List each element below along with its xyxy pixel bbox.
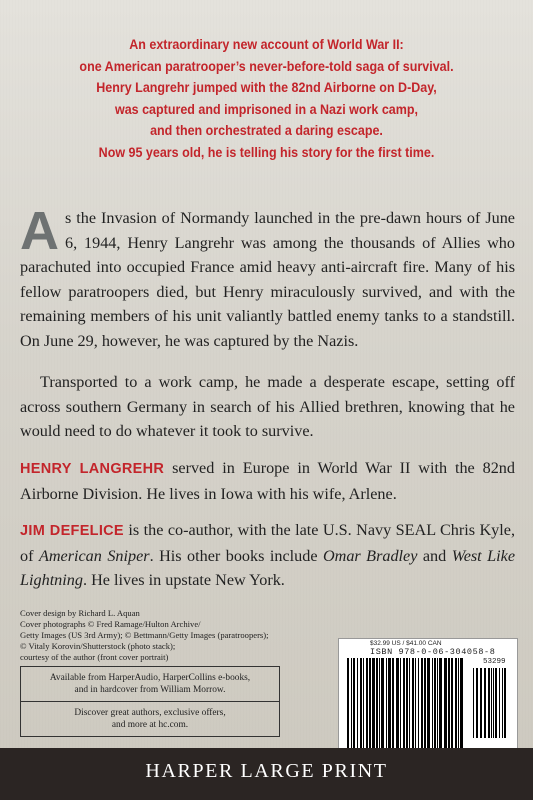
imprint-label: HARPER LARGE PRINT [145, 760, 388, 782]
barcode-bar [366, 658, 368, 748]
addon-bar [480, 668, 482, 738]
barcode-bar [437, 658, 438, 748]
barcode-bar [421, 658, 423, 748]
barcode-bar [376, 658, 378, 748]
barcode-bar [409, 658, 410, 748]
bio-text-part: is the co-author, with the late U.S. Navy SEAL Chris Kyle, of [20, 521, 516, 565]
coauthor-name: JIM DEFELICE [20, 523, 124, 539]
barcode-bar [351, 658, 352, 748]
tagline-line: An extraordinary new account of World War II: [129, 37, 404, 52]
tagline-line: was captured and imprisoned in a Nazi work camp, [114, 101, 418, 117]
barcode-bar [403, 658, 405, 748]
author-name: HENRY LANGREHR [20, 461, 165, 477]
barcode-bar [357, 658, 358, 748]
barcode-bar [406, 658, 408, 748]
barcode-bar [360, 658, 362, 748]
tagline [58, 34, 475, 163]
barcode-bar [448, 658, 450, 748]
barcode-bar [451, 658, 453, 748]
addon-bar [502, 668, 503, 738]
barcode-bar [412, 658, 414, 748]
barcode-bar [434, 658, 436, 748]
description-paragraph-2: Transported to a work camp, he made a desperate escape, setting off across southern Germany in search of his Allied brethren, knowing that he would need to do whatever it took to survive. [20, 373, 515, 441]
tagline-line: Now 95 years old, he is telling his story for the first time. [98, 144, 435, 160]
barcode-bar [392, 658, 394, 748]
barcode-bar [427, 658, 430, 748]
barcode-bar [432, 658, 433, 748]
barcode-bar [369, 658, 371, 748]
addon-bar [488, 668, 490, 738]
barcode-bar [381, 658, 384, 748]
credit-line: Cover photographs © Fred Ramage/Hulton Archive/ [20, 619, 201, 629]
bio-text-part: and [417, 546, 452, 565]
barcode-bar [415, 658, 416, 748]
barcode-bar [444, 658, 447, 748]
price-addon-code: 53299 [483, 658, 506, 666]
author-bio-text: served in Europe in World War II with the 82nd Airborne Division. He lives in Iowa with his wife, Arlene. [20, 459, 515, 503]
tagline-line: one American paratrooper’s never-before-told saga of survival. [79, 58, 454, 74]
barcode-bar [379, 658, 380, 748]
availability-formats [21, 667, 279, 701]
barcode-bar [424, 658, 426, 748]
barcode-bar [455, 658, 457, 748]
drop-cap: A [20, 201, 59, 261]
author-bio-defelice [20, 518, 515, 593]
addon-bar [499, 668, 500, 738]
addon-bar [476, 668, 478, 738]
tagline-line: Henry Langrehr jumped with the 82nd Airborne on D-Day, [96, 80, 437, 95]
availability-website [21, 701, 279, 736]
barcode-bar [396, 658, 399, 748]
addon-bar [504, 668, 506, 738]
availability-line: Available from HarperAudio, HarperCollins e-books, [49, 673, 251, 683]
availability-box [20, 666, 280, 737]
book-title: American Sniper [38, 546, 150, 565]
author-bio-langrehr [20, 456, 515, 506]
credit-line: Getty Images (US 3rd Army); © Bettmann/Getty Images (paratroopers); [20, 630, 269, 640]
availability-line: Discover great authors, exclusive offers, [74, 708, 226, 718]
addon-bar [495, 668, 497, 738]
barcode-bar [458, 658, 459, 748]
barcode-bar [439, 658, 442, 748]
barcode-bar [400, 658, 401, 748]
addon-bar [473, 668, 474, 738]
barcode-bar [353, 658, 355, 748]
description-text: s the Invasion of Normandy launched in the pre-dawn hours of June 6, 1944, Henry Langrehr was among the thousands of Allies who parachuted into occupied France amid heavy anti-aircraft fire. Many of his fellow paratroopers died, but Henry miraculously survived, and with the remaining members of his unit valiantly battled enemy tanks to a standstill. On June 29, however, he was captured by the Nazis. [20, 209, 515, 350]
description-paragraph-1 [20, 201, 515, 354]
availability-line: and more at hc.com. [111, 720, 189, 730]
bio-text-part: . He lives in upstate New York. [82, 571, 285, 590]
barcode-bar [460, 658, 463, 748]
barcode [345, 658, 510, 752]
addon-bar [493, 668, 494, 738]
availability-line: and in hardcover from William Morrow. [74, 685, 226, 695]
barcode-bar [363, 658, 364, 748]
addon-bar [484, 668, 486, 738]
credit-line: © Vitaly Korovin/Shutterstock (photo stack); [20, 641, 176, 651]
cover-credits [20, 608, 290, 663]
book-title: West Like Lightning [20, 546, 516, 590]
tagline-line: and then orchestrated a daring escape. [150, 123, 383, 138]
price: $32.99 US / $41.00 CAN [370, 640, 442, 647]
barcode-bar [388, 658, 391, 748]
bio-text-part: . His other books include [149, 546, 323, 565]
barcode-bar [372, 658, 375, 748]
addon-bar [491, 668, 492, 738]
barcode-bar [386, 658, 387, 748]
barcode-bar [418, 658, 419, 748]
barcode-bar [347, 658, 349, 748]
book-title: Omar Bradley [322, 546, 418, 565]
credit-line: courtesy of the author (front cover portrait) [20, 652, 169, 662]
credit-line: Cover design by Richard L. Aquan [20, 608, 140, 618]
isbn-text: ISBN 978-0-06-304058-8 [370, 647, 496, 657]
